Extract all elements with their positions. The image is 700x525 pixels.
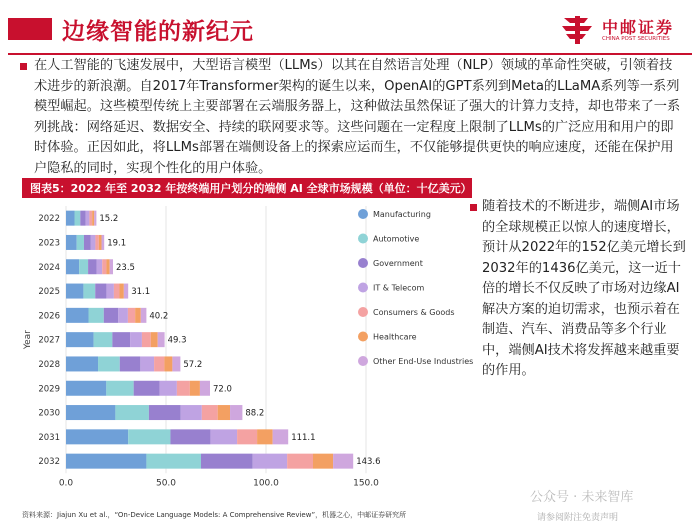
side-commentary: 随着技术的不断进步，端侧AI市场的全球规模正以惊人的速度增长，预计从2022年的152亿美元增长到2032年的1436亿美元，这一近十倍的增长不仅反映了市场对边缘AI解决方案的迫切需求，也预示着在制造、汽车、消费品等多个行业中，端侧AI技术将发挥越来越重要的作用。 <box>482 199 686 378</box>
bar-segment <box>164 356 172 371</box>
bar-segment <box>218 405 230 420</box>
bar-segment <box>106 381 133 396</box>
bar-segment <box>141 308 147 323</box>
bar-segment <box>135 308 141 323</box>
bar-segment <box>94 211 96 226</box>
title-bar <box>0 0 700 56</box>
y-tick-label: 2030 <box>38 408 60 419</box>
data-label: 31.1 <box>131 287 151 298</box>
x-tick-label: 100.0 <box>253 478 279 489</box>
bar-segment <box>128 429 170 444</box>
logo-text: 中邮证券 <box>602 18 675 37</box>
bar-segment <box>190 381 200 396</box>
bar-segment <box>110 259 113 274</box>
bar-segment <box>237 429 257 444</box>
legend-label: Manufacturing <box>373 210 431 219</box>
bar-segment <box>118 308 128 323</box>
bar-segment <box>273 429 289 444</box>
data-label: 40.2 <box>149 311 169 322</box>
bar-segment <box>114 284 120 299</box>
bar-segment <box>140 356 154 371</box>
bar-segment <box>66 259 79 274</box>
bar-segment <box>95 235 98 250</box>
bar-segment <box>112 332 130 347</box>
bar-segment <box>66 211 75 226</box>
data-label: 19.1 <box>107 238 127 249</box>
y-tick-label: 2023 <box>38 238 60 249</box>
data-label: 88.2 <box>245 408 265 419</box>
bar-segment <box>79 259 88 274</box>
bar-segment <box>84 235 91 250</box>
bar-segment <box>66 454 146 469</box>
bar-segment <box>134 381 160 396</box>
bar-segment <box>151 332 158 347</box>
bar-segment <box>230 405 242 420</box>
bar-segment <box>99 235 102 250</box>
china-post-securities-logo <box>560 12 690 48</box>
bar-segment <box>154 356 164 371</box>
y-tick-label: 2025 <box>38 287 60 298</box>
data-label: 72.0 <box>213 384 232 395</box>
bar-segment <box>158 332 165 347</box>
bar-segment <box>210 429 237 444</box>
legend-label: Consumers & Goods <box>373 308 455 317</box>
legend-marker <box>358 332 368 342</box>
bar-segment <box>75 211 81 226</box>
bar-segment <box>77 235 84 250</box>
bar-segment <box>66 356 98 371</box>
y-tick-label: 2024 <box>38 262 60 273</box>
bar-segment <box>92 211 94 226</box>
slide-title: 边缘智能的新纪元 <box>62 19 254 45</box>
data-label: 23.5 <box>116 262 135 273</box>
y-tick-label: 2029 <box>38 384 60 395</box>
bar-segment <box>83 284 95 299</box>
bar-segment <box>66 381 106 396</box>
bar-segment <box>181 405 202 420</box>
side-text-bullet-icon <box>470 204 477 211</box>
bar-segment <box>200 381 210 396</box>
bar-segment <box>333 454 353 469</box>
legend-marker <box>358 356 368 366</box>
x-tick-label: 0.0 <box>58 478 74 489</box>
data-label: 57.2 <box>183 359 203 370</box>
bar-segment <box>119 284 123 299</box>
y-tick-label: 2027 <box>38 335 60 346</box>
watermark: 公众号 · 未来智库 <box>530 490 634 505</box>
y-tick-label: 2026 <box>38 311 60 322</box>
bar-segment <box>313 454 333 469</box>
bar-segment <box>106 284 113 299</box>
bar-segment <box>89 211 92 226</box>
bar-segment <box>120 356 141 371</box>
bar-segment <box>253 454 287 469</box>
legend-marker <box>358 283 368 293</box>
y-tick-label: 2031 <box>38 432 60 443</box>
data-label: 49.3 <box>167 335 187 346</box>
legend-marker <box>358 307 368 317</box>
bar-segment <box>106 259 109 274</box>
bar-segment <box>66 405 115 420</box>
bar-segment <box>146 454 201 469</box>
bar-segment <box>142 332 151 347</box>
bar-segment <box>98 356 120 371</box>
y-tick-label: 2022 <box>38 214 60 225</box>
bar-segment <box>257 429 273 444</box>
logo-subtext: CHINA POST SECURITIES <box>602 36 670 42</box>
title-rule <box>8 53 692 55</box>
chart-heading-bar <box>22 178 472 198</box>
bar-segment <box>172 356 180 371</box>
bar-segment <box>124 284 128 299</box>
legend-label: IT & Telecom <box>373 283 425 293</box>
paragraph-bullet-icon <box>20 63 27 70</box>
bar-segment <box>66 332 94 347</box>
legend-label: Other End-Use Industries <box>373 357 474 366</box>
y-tick-label: 2032 <box>38 457 60 468</box>
bar-segment <box>86 211 90 226</box>
bar-segment <box>177 381 190 396</box>
bar-segment <box>201 454 253 469</box>
y-tick-label: 2028 <box>38 359 60 370</box>
bar-segment <box>95 284 106 299</box>
bar-segment <box>89 308 104 323</box>
market-size-chart <box>20 198 475 510</box>
disclaimer-watermark: 请参阅附注免责声明 <box>537 513 619 523</box>
legend-marker <box>358 234 368 244</box>
bar-segment <box>102 235 105 250</box>
legend-label: Government <box>373 259 423 268</box>
bar-segment <box>66 235 77 250</box>
data-label: 15.2 <box>99 214 119 225</box>
china-post-logo-icon <box>560 12 598 48</box>
chart-heading: 图表5：2022 年至 2032 年按终端用户划分的端侧 AI 全球市场规模（单位：十亿美元） <box>30 182 472 195</box>
x-tick-label: 50.0 <box>155 478 177 489</box>
bar-segment <box>104 308 118 323</box>
y-axis-label: Year <box>23 330 33 350</box>
bar-segment <box>102 259 106 274</box>
bar-segment <box>66 429 128 444</box>
source-note: 资料来源：Jiajun Xu et al.，“On-Device Language Models: A Comprehensive Review”，机器之心，中邮证券研究所 <box>22 511 407 519</box>
data-label: 143.6 <box>356 457 381 468</box>
bar-segment <box>170 429 210 444</box>
bar-segment <box>202 405 218 420</box>
bar-segment <box>88 259 96 274</box>
legend-label: Healthcare <box>373 332 417 342</box>
x-tick-label: 150.0 <box>353 478 379 489</box>
bar-segment <box>149 405 181 420</box>
bar-segment <box>94 332 113 347</box>
bar-segment <box>91 235 96 250</box>
bar-segment <box>160 381 177 396</box>
legend-marker <box>358 258 368 268</box>
legend-label: Automotive <box>373 234 420 244</box>
intro-paragraph: 在人工智能的飞速发展中，大型语言模型（LLMs）以其在自然语言处理（NLP）领域的革命性突破，引领着技术进步的新浪潮。自2017年Transformer架构的诞生以来，OpenAI的GPT系列到Meta的LLaMA系列等一系列模型崛起。这些模型传统上主要部署在云端服务器上，这种做法虽然保证了强大的计算力支持，却也带来了一系列挑战：网络延迟、数据安全、持续的联网要求等。这些问题在一定程度上限制了LLMs的广泛应用和用户的即时体验。正因如此，将LLMs部署在端侧设备上的探索应运而生，不仅能够提供更快的响应速度，还能在保护用户隐私的同时，实现个性化的用户体验。 <box>34 58 681 176</box>
bar-segment <box>130 332 142 347</box>
bar-segment <box>115 405 149 420</box>
bar-segment <box>66 284 83 299</box>
bar-segment <box>80 211 85 226</box>
title-accent-block <box>8 18 52 40</box>
data-label: 111.1 <box>291 432 316 443</box>
bar-segment <box>128 308 135 323</box>
legend-marker <box>358 209 368 219</box>
bar-segment <box>66 308 89 323</box>
bar-segment <box>287 454 313 469</box>
bar-segment <box>97 259 103 274</box>
